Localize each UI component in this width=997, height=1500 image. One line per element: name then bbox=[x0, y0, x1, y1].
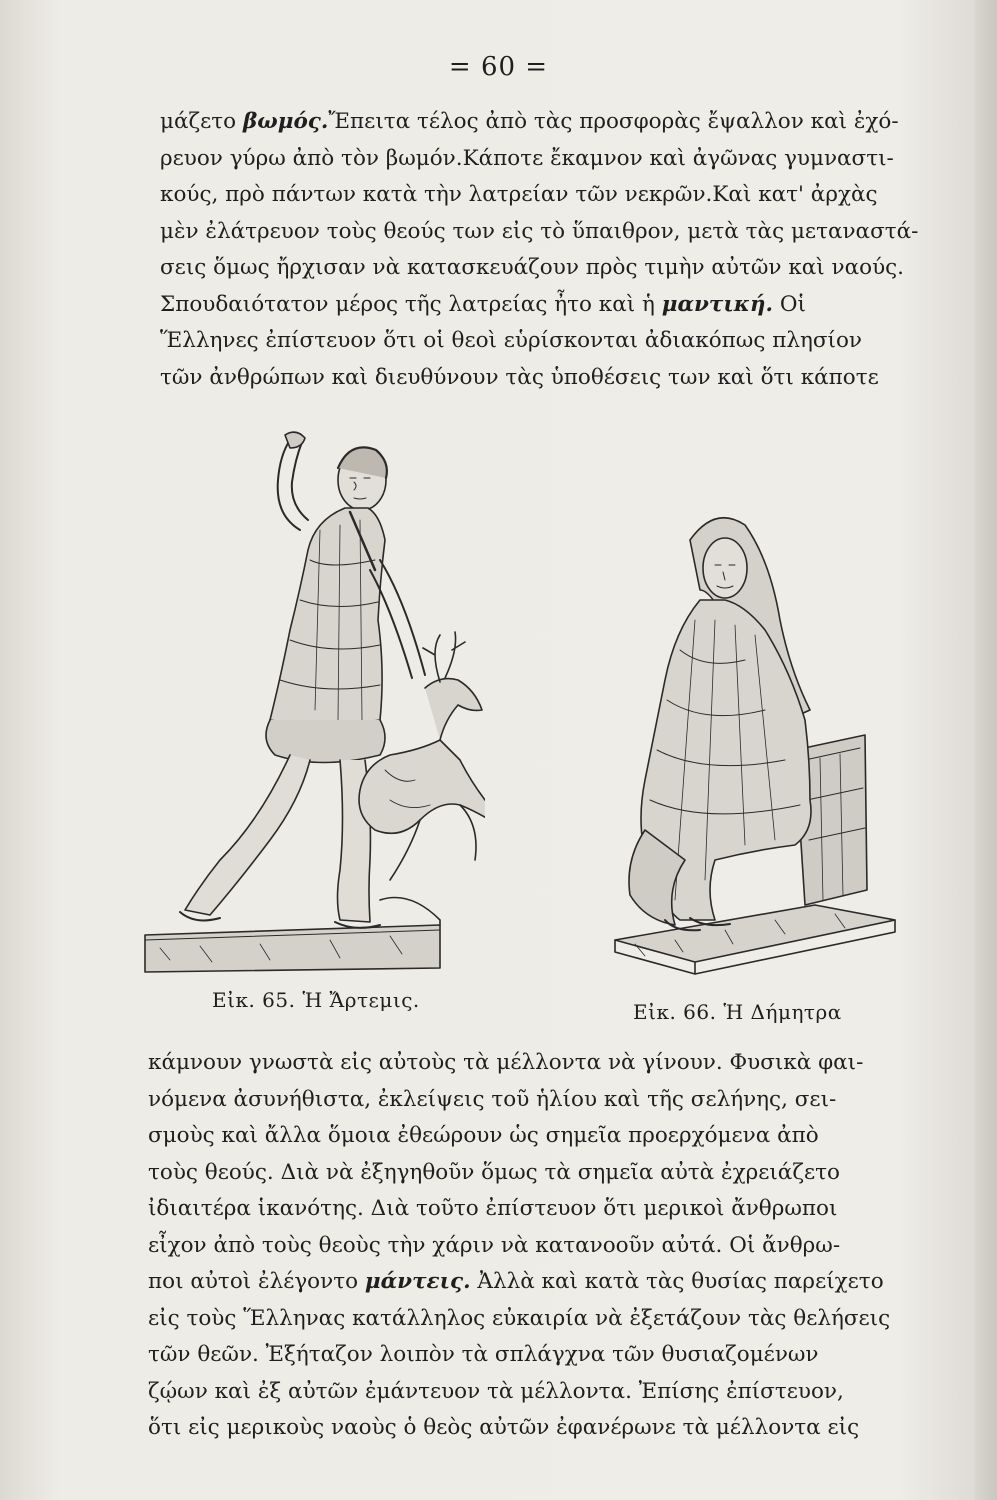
text-line: ποι αὐτοὶ ἐλέγοντο μάντεις. Ἀλλὰ καὶ κατὰ τὰς θυσίας παρείχετο bbox=[148, 1269, 884, 1294]
figure-artemis-illustration bbox=[140, 420, 485, 980]
text-line: μάζετο βωμός.Ἔπειτα τέλος ἀπὸ τὰς προσφορὰς ἔψαλλον καὶ ἐχό- bbox=[160, 109, 899, 134]
artemis-arm bbox=[278, 440, 300, 530]
figure-66-caption: Εἰκ. 66. Ἡ Δήμητρα bbox=[633, 1000, 842, 1024]
text-line: κούς, πρὸ πάντων κατὰ τὴν λατρείαν τῶν νεκρῶν.Καὶ κατ' ἀρχὰς bbox=[160, 182, 878, 207]
emphasized-term: βωμός. bbox=[242, 109, 329, 134]
text-line: κάμνουν γνωστὰ εἰς αὐτοὺς τὰ μέλλοντα νὰ γίνουν. Φυσικὰ φαι- bbox=[148, 1050, 864, 1075]
figure-demeter-illustration bbox=[605, 500, 925, 980]
text-line: εἰς τοὺς Ἕλληνας κατάλληλος εὐκαιρία νὰ ἐξετάζουν τὰς θελήσεις bbox=[148, 1305, 891, 1331]
emphasized-term: μάντεις. bbox=[364, 1269, 471, 1294]
page-spine-edge bbox=[975, 0, 997, 1500]
demeter-head bbox=[703, 538, 747, 598]
text-line: τοὺς θεούς. Διὰ νὰ ἐξηγηθοῦν ὅμως τὰ σημεῖα αὐτὰ ἐχρειάζετο bbox=[148, 1159, 840, 1185]
text-line: σεις ὅμως ἤρχισαν νὰ κατασκευάζουν πρὸς τιμὴν αὐτῶν καὶ ναούς. bbox=[160, 255, 905, 280]
paragraph-bottom bbox=[148, 1045, 924, 1447]
artemis-base bbox=[145, 925, 440, 972]
paragraph-top bbox=[160, 104, 940, 396]
text-line: Σπουδαιότατον μέρος τῆς λατρείας ἦτο καὶ ἡ μαντική. Οἱ bbox=[160, 291, 806, 317]
figure-65-caption: Εἰκ. 65. Ἡ Ἄρτεμις. bbox=[212, 988, 420, 1012]
artemis-tunic bbox=[270, 508, 385, 725]
artemis-legs bbox=[185, 755, 310, 915]
text-line: ζῴων καὶ ἐξ αὐτῶν ἐμάντευον τὰ μέλλοντα. Ἐπίσης ἐπίστευον, bbox=[148, 1378, 844, 1404]
text-line: εἶχον ἀπὸ τοὺς θεοὺς τὴν χάριν νὰ κατανοοῦν αὐτά. Οἱ ἄνθρω- bbox=[148, 1232, 841, 1258]
text-line: τῶν ἀνθρώπων καὶ διευθύνουν τὰς ὑποθέσεις των καὶ ὅτι κάποτε bbox=[160, 364, 879, 390]
text-line: νόμενα ἀσυνήθιστα, ἐκλείψεις τοῦ ἡλίου καὶ τῆς σελήνης, σει- bbox=[148, 1086, 837, 1112]
emphasized-term: μαντική. bbox=[661, 291, 774, 317]
text-line: Ἕλληνες ἐπίστευον ὅτι οἱ θεοὶ εὑρίσκονται ἀδιακόπως πλησίον bbox=[160, 328, 862, 353]
text-line: τῶν θεῶν. Ἐξήταζον λοιπὸν τὰ σπλάγχνα τῶν θυσιαζομένων bbox=[148, 1342, 819, 1367]
text-line: ἰδιαιτέρα ἱκανότης. Διὰ τοῦτο ἐπίστευον ὅτι μερικοὶ ἄνθρωποι bbox=[148, 1196, 838, 1221]
deer-head bbox=[425, 679, 482, 740]
text-line: μὲν ἐλάτρευον τοὺς θεούς των εἰς τὸ ὕπαιθρον, μετὰ τὰς μεταναστά- bbox=[160, 218, 919, 244]
text-line: σμοὺς καὶ ἄλλα ὅμοια ἐθεώρουν ὡς σημεῖα προερχόμενα ἀπὸ bbox=[148, 1123, 819, 1148]
text-line: ρευον γύρω ἀπὸ τὸν βωμόν.Κάποτε ἔκαμνον καὶ ἀγῶνας γυμναστι- bbox=[160, 145, 894, 171]
page-number: = 60 = bbox=[448, 52, 549, 82]
text-line: ὅτι εἰς μερικοὺς ναοὺς ὁ θεὸς αὐτῶν ἐφανέρωνε τὰ μέλλοντα εἰς bbox=[148, 1415, 860, 1440]
